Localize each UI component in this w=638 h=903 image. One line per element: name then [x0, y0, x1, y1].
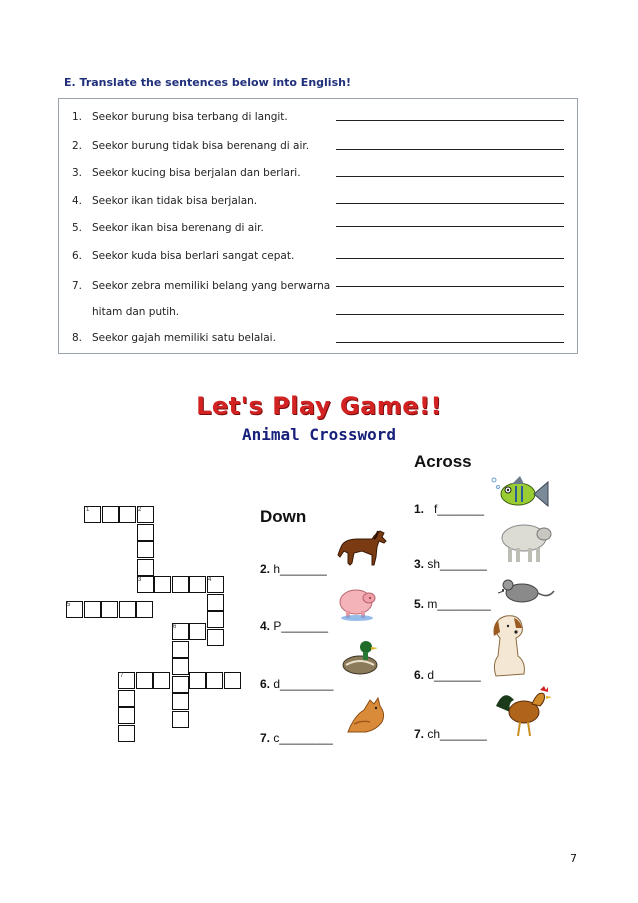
- answer-line[interactable]: [336, 314, 564, 315]
- crossword-cell[interactable]: [136, 672, 153, 689]
- sentence-number: 2.: [72, 140, 83, 152]
- crossword-cell[interactable]: [118, 725, 135, 742]
- sentence-number: 8.: [72, 332, 83, 344]
- crossword-cell[interactable]: [153, 672, 170, 689]
- page-number: 7: [570, 852, 577, 865]
- sentence-text: hitam dan putih.: [92, 306, 180, 318]
- answer-line[interactable]: [336, 120, 564, 121]
- across-heading: Across: [414, 452, 472, 471]
- grid-clue-number: 2: [138, 507, 142, 513]
- grid-clue-number: 1: [86, 507, 90, 513]
- crossword-cell[interactable]: [189, 672, 206, 689]
- across-clue-5: 5. m________: [414, 597, 491, 611]
- crossword-cell[interactable]: [172, 576, 189, 593]
- grid-clue-number: 4: [208, 577, 212, 583]
- crossword-cell[interactable]: [119, 506, 136, 523]
- crossword-cell[interactable]: [172, 693, 189, 710]
- answer-line[interactable]: [336, 149, 564, 150]
- answer-line[interactable]: [336, 342, 564, 343]
- crossword-cell[interactable]: [189, 576, 206, 593]
- down-clue-4: 4. P_______: [260, 619, 329, 633]
- crossword-cell[interactable]: [172, 711, 189, 728]
- grid-clue-number: 3: [138, 577, 142, 583]
- fish-icon: [488, 472, 552, 512]
- sentence-text: Seekor gajah memiliki satu belalai.: [92, 332, 276, 344]
- crossword-cell[interactable]: [118, 707, 135, 724]
- sentence-text: Seekor zebra memiliki belang yang berwarna: [92, 280, 331, 292]
- cat-icon: [344, 692, 390, 736]
- crossword-cell[interactable]: [189, 623, 206, 640]
- grid-clue-number: 5: [67, 602, 71, 608]
- game-title: Let's Play Game!!: [196, 392, 442, 420]
- answer-line[interactable]: [336, 203, 564, 204]
- crossword-subtitle: Animal Crossword: [241, 425, 397, 444]
- crossword-cell[interactable]: [102, 506, 119, 523]
- crossword-cell[interactable]: [137, 559, 154, 576]
- down-clue-7: 7. c________: [260, 731, 333, 745]
- sentence-text: Seekor ikan tidak bisa berjalan.: [92, 195, 258, 207]
- answer-line[interactable]: [336, 286, 564, 287]
- sheep-icon: [494, 518, 554, 566]
- down-heading: Down: [260, 507, 307, 526]
- across-clue-3: 3. sh_______: [414, 557, 487, 571]
- sentence-number: 7.: [72, 280, 83, 292]
- across-clue-6: 6. d_______: [414, 668, 481, 682]
- pig-icon: [337, 578, 377, 622]
- across-clue-7: 7. ch_______: [414, 727, 487, 741]
- sentence-number: 4.: [72, 195, 83, 207]
- sentence-text: Seekor burung tidak bisa berenang di air.: [92, 140, 310, 152]
- crossword-cell[interactable]: [137, 541, 154, 558]
- across-clue-1: 1. f_______: [414, 502, 485, 516]
- mouse-icon: [496, 573, 556, 609]
- crossword-cell[interactable]: [172, 641, 189, 658]
- down-clue-2: 2. h_______: [260, 562, 327, 576]
- answer-line[interactable]: [336, 226, 564, 227]
- sentence-number: 5.: [72, 222, 83, 234]
- answer-line[interactable]: [336, 176, 564, 177]
- crossword-cell[interactable]: [207, 629, 224, 646]
- crossword-cell[interactable]: [224, 672, 241, 689]
- sentence-number: 6.: [72, 250, 83, 262]
- crossword-cell[interactable]: [206, 672, 223, 689]
- sentence-text: Seekor burung bisa terbang di langit.: [92, 111, 288, 123]
- crossword-cell[interactable]: [136, 601, 153, 618]
- sentence-number: 1.: [72, 111, 83, 123]
- sentence-text: Seekor ikan bisa berenang di air.: [92, 222, 264, 234]
- crossword-cell[interactable]: [137, 524, 154, 541]
- crossword-cell[interactable]: [172, 658, 189, 675]
- dog-icon: [486, 612, 534, 680]
- grid-clue-number: 6: [173, 624, 177, 630]
- duck-icon: [340, 635, 382, 679]
- crossword-cell[interactable]: [84, 601, 101, 618]
- crossword-cell[interactable]: [154, 576, 171, 593]
- horse-icon: [332, 527, 390, 567]
- crossword-cell[interactable]: [207, 594, 224, 611]
- crossword-cell[interactable]: [118, 690, 135, 707]
- down-clue-6: 6. d________: [260, 677, 334, 691]
- rooster-icon: [494, 684, 556, 742]
- answer-line[interactable]: [336, 258, 564, 259]
- sentence-number: 3.: [72, 167, 83, 179]
- sentence-text: Seekor kuda bisa berlari sangat cepat.: [92, 250, 295, 262]
- crossword-cell[interactable]: [101, 601, 118, 618]
- crossword-cell[interactable]: [119, 601, 136, 618]
- grid-clue-number: 7: [120, 673, 124, 679]
- sentence-text: Seekor kucing bisa berjalan dan berlari.: [92, 167, 301, 179]
- crossword-cell[interactable]: [172, 676, 189, 693]
- crossword-cell[interactable]: [207, 611, 224, 628]
- section-heading: E. Translate the sentences below into English!: [64, 76, 351, 89]
